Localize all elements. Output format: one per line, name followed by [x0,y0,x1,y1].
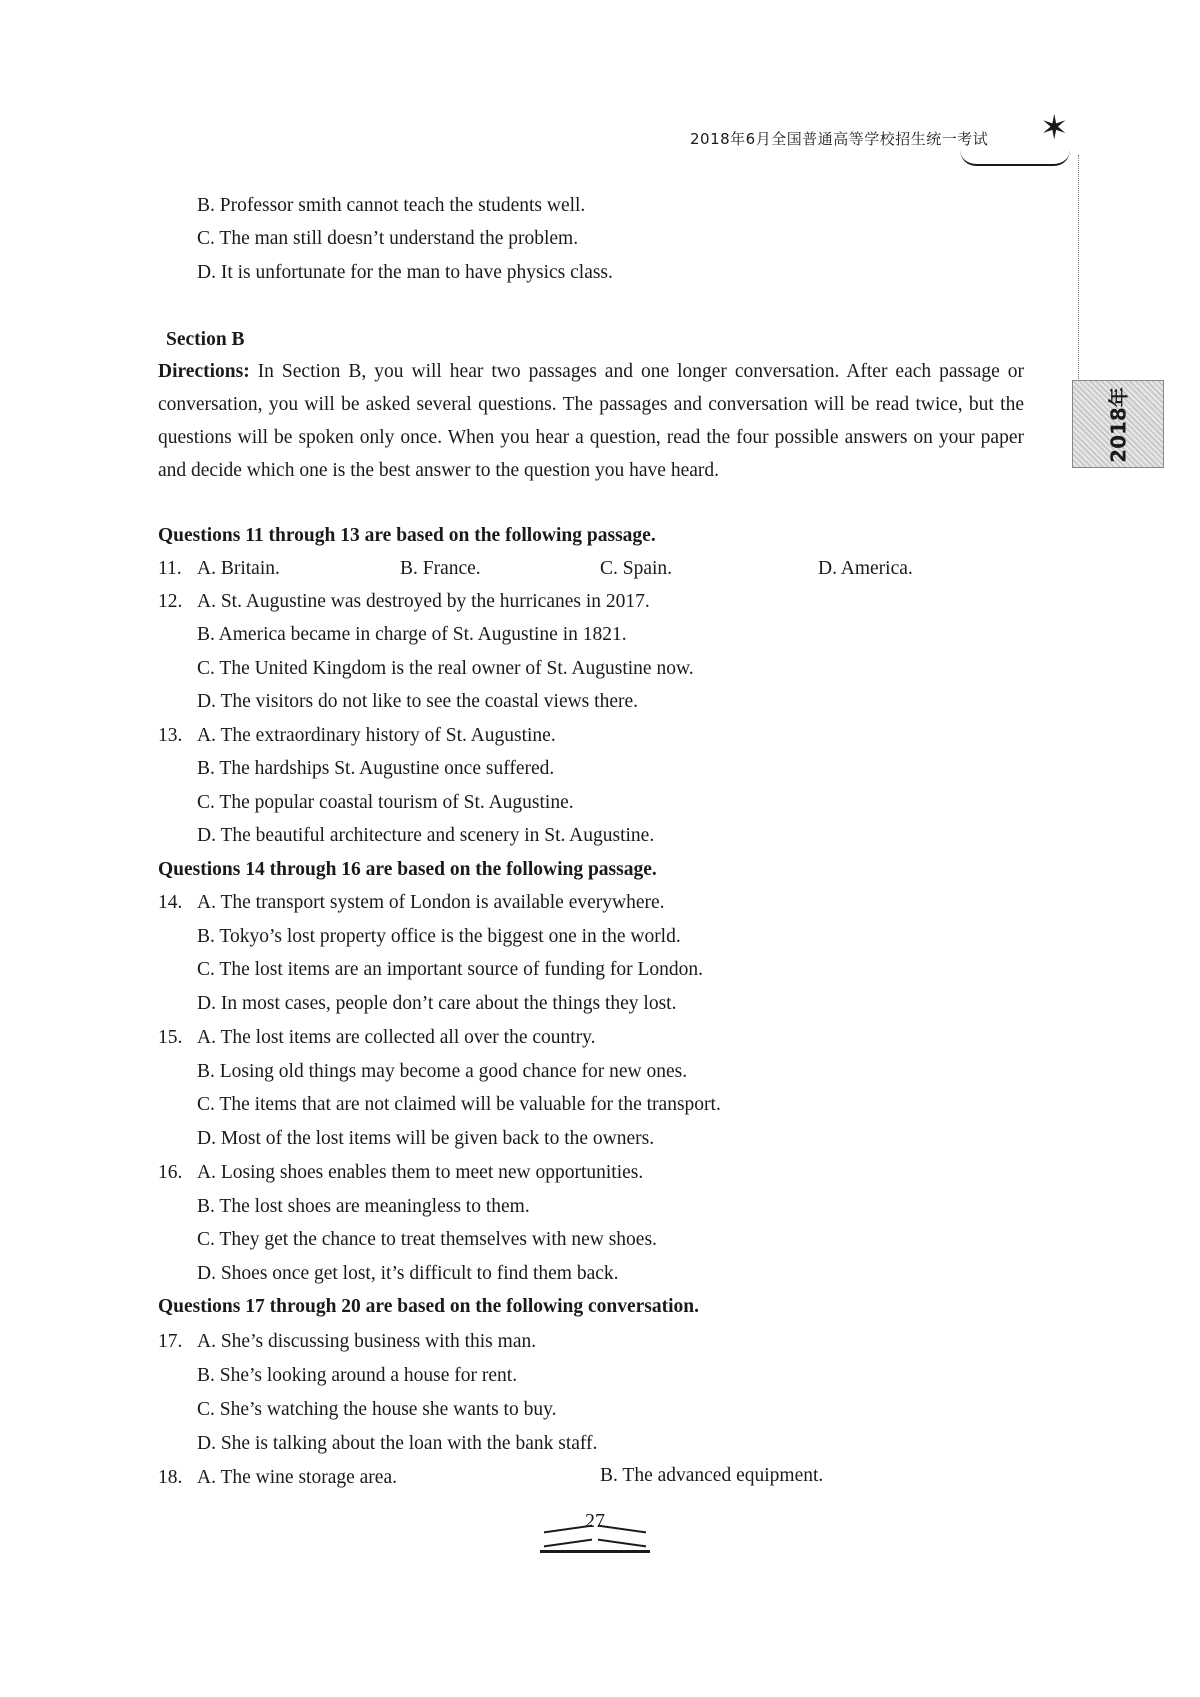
question-number: 15. [158,1027,183,1048]
answer-option: C. She’s watching the house she wants to buy. [197,1399,557,1420]
answer-option: A. St. Augustine was destroyed by the hurricanes in 2017. [197,591,650,612]
answer-option: D. She is talking about the loan with the bank staff. [197,1433,598,1454]
answer-option: B. The advanced equipment. [600,1465,824,1486]
answer-option: D. The visitors do not like to see the coastal views there. [197,691,638,712]
star-icon: ✶ [1040,110,1069,147]
directions-paragraph [158,355,1024,487]
answer-option: C. The lost items are an important source of funding for London. [197,959,703,980]
question-group-heading: Questions 17 through 20 are based on the following conversation. [158,1296,699,1317]
directions-text: In Section B, you will hear two passages and one longer conversation. After each passage or conversation, you will be asked several questions. The passages and conversation will be read twice, but the questions will be spoken only once. When you hear a question, read the four possible answers on your paper and decide which one is the best answer to the question you have heard. [158,361,1024,481]
option-prev-b: B. Professor smith cannot teach the students well. [197,195,586,216]
answer-option: D. Most of the lost items will be given back to the owners. [197,1128,655,1149]
year-side-tab-label: 2018年 [1106,387,1131,463]
answer-option: A. She’s discussing business with this man. [197,1331,537,1352]
answer-option: C. The popular coastal tourism of St. Augustine. [197,792,574,813]
answer-option: D. America. [818,558,913,579]
answer-option: B. Tokyo’s lost property office is the biggest one in the world. [197,926,681,947]
question-number: 14. [158,892,183,913]
question-number: 13. [158,725,183,746]
answer-option: A. Britain. [197,558,280,579]
question-number: 12. [158,591,183,612]
directions-label: Directions: [158,361,250,382]
question-number: 17. [158,1331,183,1352]
question-number: 18. [158,1467,183,1488]
answer-option: A. The transport system of London is available everywhere. [197,892,665,913]
question-number: 16. [158,1162,183,1183]
answer-option: A. The extraordinary history of St. Augustine. [197,725,556,746]
answer-option: C. The United Kingdom is the real owner of St. Augustine now. [197,658,694,679]
page-number: 27 [585,1510,605,1532]
answer-option: C. The items that are not claimed will be valuable for the transport. [197,1094,721,1115]
option-prev-d: D. It is unfortunate for the man to have physics class. [197,262,613,283]
question-group-heading: Questions 14 through 16 are based on the following passage. [158,859,657,880]
option-prev-c: C. The man still doesn’t understand the problem. [197,228,579,249]
answer-option: B. America became in charge of St. Augustine in 1821. [197,624,627,645]
question-number: 11. [158,558,182,579]
answer-option: D. In most cases, people don’t care about the things they lost. [197,993,677,1014]
answer-option: A. The lost items are collected all over the country. [197,1027,596,1048]
answer-option: B. Losing old things may become a good chance for new ones. [197,1061,688,1082]
answer-option: D. The beautiful architecture and scenery in St. Augustine. [197,825,655,846]
page-number-badge [540,1510,650,1560]
section-title: Section B [166,329,245,350]
answer-option: B. France. [400,558,481,579]
answer-option: A. Losing shoes enables them to meet new opportunities. [197,1162,644,1183]
answer-option: C. They get the chance to treat themselves with new shoes. [197,1229,657,1250]
answer-option: C. Spain. [600,558,673,579]
question-group-heading: Questions 11 through 13 are based on the following passage. [158,525,656,546]
answer-option: B. The hardships St. Augustine once suffered. [197,758,555,779]
answer-option: D. Shoes once get lost, it’s difficult to find them back. [197,1263,619,1284]
book-base [540,1550,650,1553]
answer-option: B. She’s looking around a house for rent. [197,1365,518,1386]
answer-option: B. The lost shoes are meaningless to them. [197,1196,530,1217]
answer-option: A. The wine storage area. [197,1467,397,1488]
swoosh-decoration [960,150,1070,166]
exam-title: 2018年6月全国普通高等学校招生统一考试 [690,130,989,148]
